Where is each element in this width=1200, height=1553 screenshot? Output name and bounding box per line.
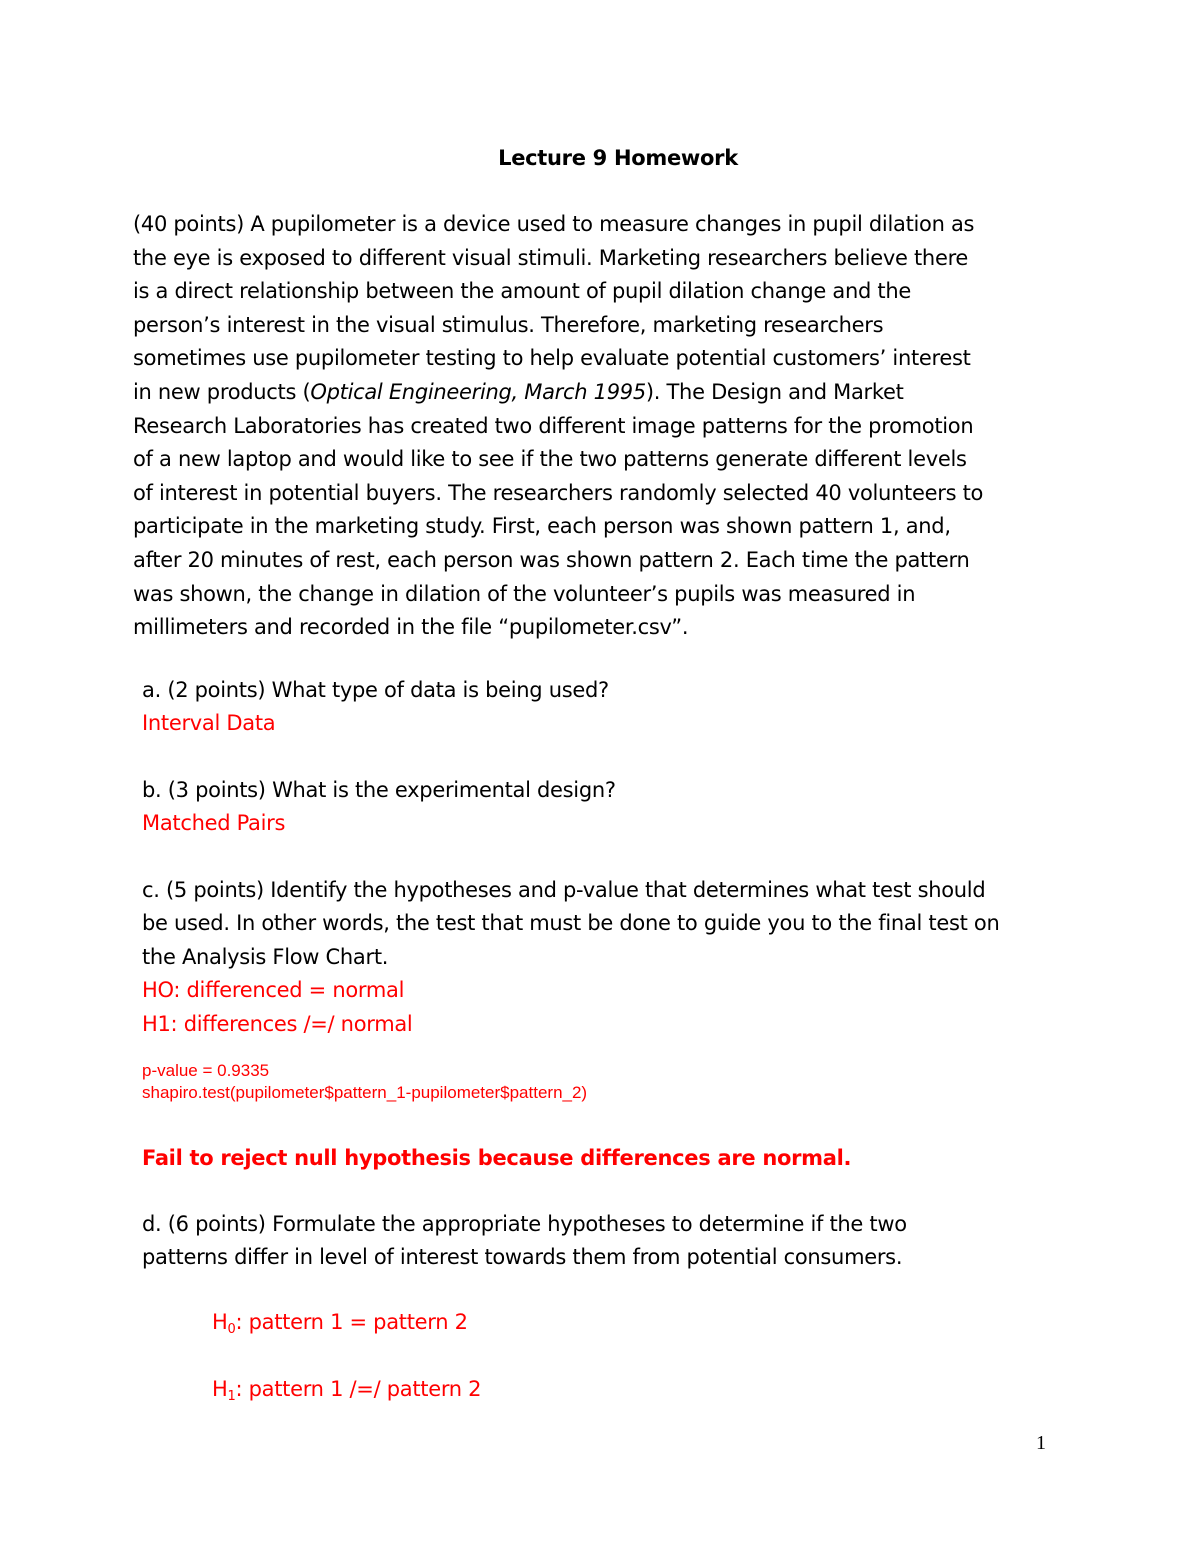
question-b xyxy=(142,774,1102,841)
answer-b: Matched Pairs xyxy=(142,811,286,836)
intro-line: the eye is exposed to different visual stimuli. Marketing researchers believe there xyxy=(133,245,969,270)
h0-letter: H xyxy=(212,1310,228,1334)
intro-line: Research Laboratories has created two different image patterns for the promotion xyxy=(133,413,974,438)
question-a xyxy=(142,674,1102,741)
conclusion-text: Fail to reject null hypothesis because differences are normal. xyxy=(142,1146,852,1170)
intro-line: of a new laptop and would like to see if the two patterns generate different levels xyxy=(133,447,967,472)
intro-line: sometimes use pupilometer testing to help evaluate potential customers’ interest xyxy=(133,346,971,371)
intro-line: after 20 minutes of rest, each person was shown pattern 2. Each time the pattern xyxy=(133,547,970,572)
intro-line-post: ). The Design and Market xyxy=(645,379,904,404)
hypothesis-alternative xyxy=(212,1377,481,1404)
question-d-line: d. (6 points) Formulate the appropriate hypotheses to determine if the two xyxy=(142,1212,907,1236)
answer-c-h0: HO: differenced = normal xyxy=(142,978,405,1003)
question-d-line: patterns differ in level of interest towards them from potential consumers. xyxy=(142,1245,903,1270)
r-code-line: shapiro.test(pupilometer$pattern_1-pupilometer$pattern_2) xyxy=(142,1083,588,1102)
answer-a: Interval Data xyxy=(142,711,276,736)
intro-paragraph xyxy=(133,208,1093,645)
r-output xyxy=(142,1060,587,1104)
page-number: 1 xyxy=(1036,1432,1046,1454)
citation-italic: Optical Engineering, March 1995 xyxy=(310,379,646,404)
h1-letter: H xyxy=(212,1377,228,1401)
intro-line: person’s interest in the visual stimulus. Therefore, marketing researchers xyxy=(133,312,884,337)
intro-line: of interest in potential buyers. The researchers randomly selected 40 volunteers to xyxy=(133,480,984,505)
question-c-line: c. (5 points) Identify the hypotheses and p-value that determines what test should xyxy=(142,878,986,902)
p-value-text: p-value = 0.9335 xyxy=(142,1061,270,1080)
hypothesis-null xyxy=(212,1310,468,1337)
conclusion-c xyxy=(142,1142,1102,1175)
question-d xyxy=(142,1208,1102,1275)
intro-line: is a direct relationship between the amount of pupil dilation change and the xyxy=(133,279,911,304)
intro-line: (40 points) A pupilometer is a device used to measure changes in pupil dilation as xyxy=(133,212,975,236)
question-c-line: be used. In other words, the test that must be done to guide you to the final test on xyxy=(142,911,1000,936)
h0-text: : pattern 1 = pattern 2 xyxy=(235,1310,468,1334)
intro-line: participate in the marketing study. First, each person was shown pattern 1, and, xyxy=(133,514,951,539)
intro-line: was shown, the change in dilation of the volunteer’s pupils was measured in xyxy=(133,581,916,606)
page-title: Lecture 9 Homework xyxy=(498,146,738,170)
question-c xyxy=(142,874,1102,1041)
intro-line-pre: in new products ( xyxy=(133,379,311,404)
h0-subscript: 0 xyxy=(227,1322,236,1337)
question-a-text: a. (2 points) What type of data is being used? xyxy=(142,678,609,702)
h1-subscript: 1 xyxy=(227,1389,236,1404)
answer-c-h1: H1: differences /=/ normal xyxy=(142,1011,413,1036)
intro-line: millimeters and recorded in the file “pupilometer.csv”. xyxy=(133,615,689,640)
h1-text: : pattern 1 /=/ pattern 2 xyxy=(235,1377,482,1401)
question-c-line: the Analysis Flow Chart. xyxy=(142,944,389,969)
intro-line-citation xyxy=(133,376,1093,410)
question-b-text: b. (3 points) What is the experimental design? xyxy=(142,778,616,802)
